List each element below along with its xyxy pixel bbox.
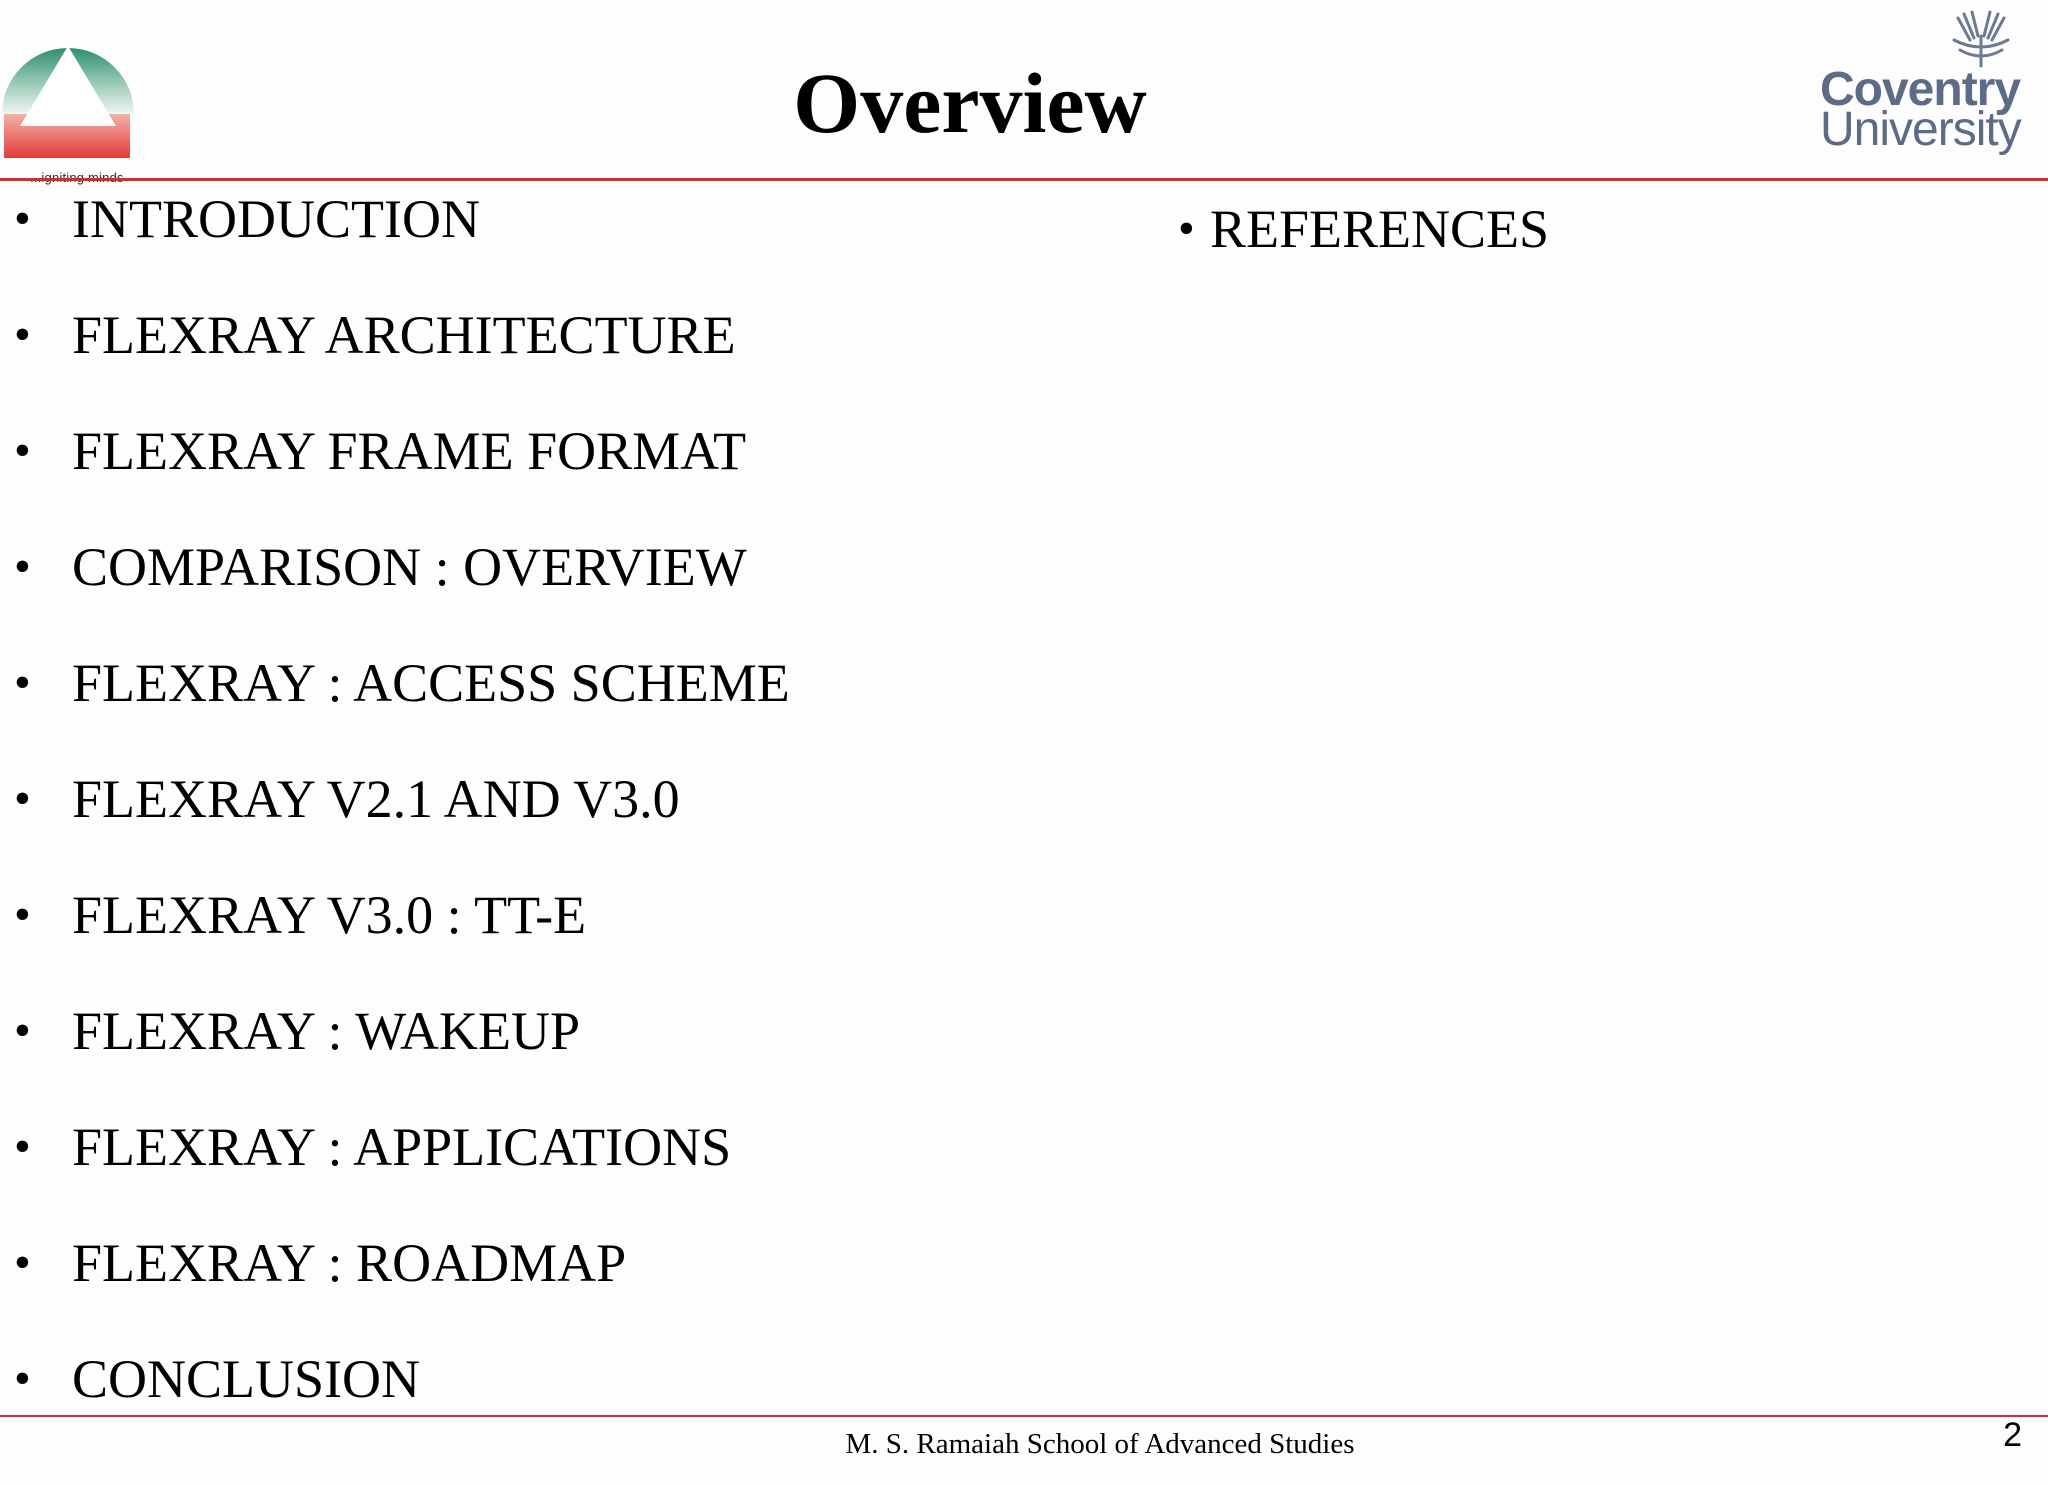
list-item-label: FLEXRAY V3.0 : TT-E: [72, 885, 587, 945]
logo-word-university: University: [1820, 103, 2021, 156]
bullet-icon: •: [14, 1004, 31, 1057]
page-number: 2: [2003, 1416, 2022, 1454]
list-item-label: CONCLUSION: [72, 1349, 421, 1409]
bullet-icon: •: [14, 1120, 31, 1173]
list-item-label: FLEXRAY : ROADMAP: [72, 1233, 627, 1293]
footer-institution: M. S. Ramaiah School of Advanced Studies: [845, 1428, 1355, 1460]
list-item-label: FLEXRAY V2.1 AND V3.0: [72, 769, 680, 829]
page-title: Overview: [793, 55, 1147, 151]
coventry-university-logo: [1812, 10, 2022, 156]
bullet-icon: •: [14, 772, 31, 825]
list-item-label: INTRODUCTION: [72, 189, 480, 249]
bullet-icon: •: [1178, 202, 1195, 255]
bullet-icon: •: [14, 1236, 31, 1289]
bullet-icon: •: [14, 1352, 31, 1405]
logo-word-coventry: Coventry: [1820, 63, 2021, 116]
list-item-label: FLEXRAY ARCHITECTURE: [72, 305, 736, 365]
list-item-label: FLEXRAY FRAME FORMAT: [72, 421, 747, 481]
bullet-icon: •: [14, 888, 31, 941]
eagle-crest-icon: [1948, 10, 2014, 68]
list-item-label: COMPARISON : OVERVIEW: [72, 537, 747, 597]
bullet-icon: •: [14, 192, 31, 245]
header-divider: [0, 178, 2048, 181]
bullet-icon: •: [14, 308, 31, 361]
list-item-label: FLEXRAY : APPLICATIONS: [72, 1117, 732, 1177]
bullet-icon: •: [14, 656, 31, 709]
footer-divider: [0, 1415, 2048, 1417]
list-item-label: FLEXRAY : ACCESS SCHEME: [72, 653, 790, 713]
list-item-label: FLEXRAY : WAKEUP: [72, 1001, 581, 1061]
bullet-icon: •: [14, 424, 31, 477]
bullet-icon: •: [14, 540, 31, 593]
list-item-label: REFERENCES: [1210, 199, 1550, 259]
